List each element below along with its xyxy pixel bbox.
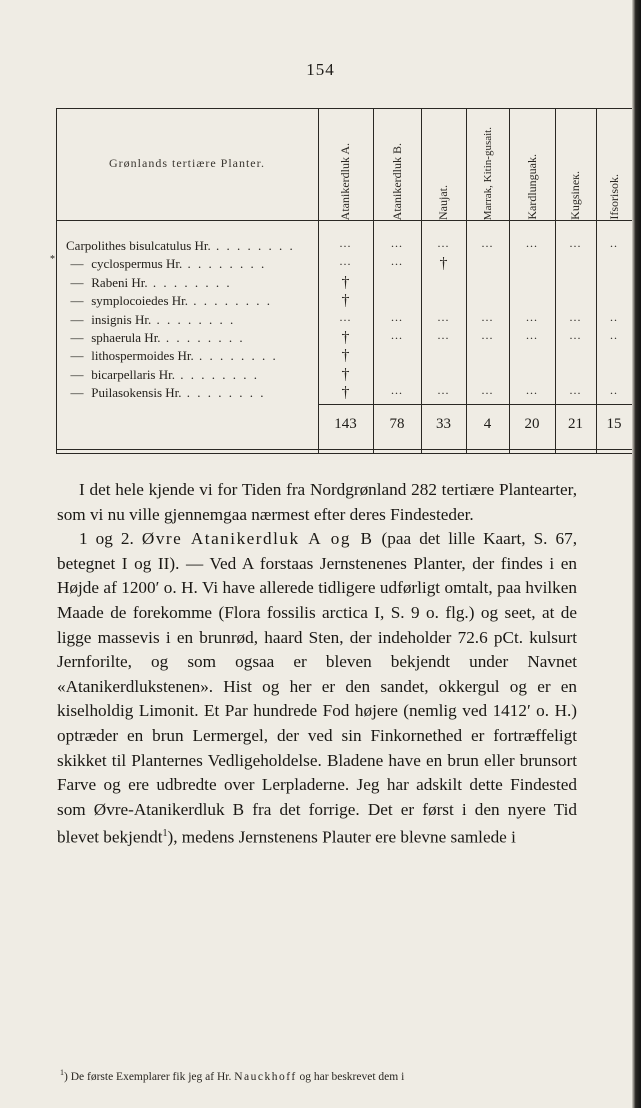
table-cell: .. (610, 383, 618, 398)
table-cell: ... (391, 309, 403, 324)
column-header: Naujat. (436, 185, 450, 220)
footnote-marker: 1 (60, 1068, 64, 1077)
body-text (57, 478, 577, 851)
table-row-label: Carpolithes bisulcatulus Hr. . . . . . . . . (66, 238, 295, 253)
column-header: Marrak, Kitin-gusait. (481, 126, 494, 220)
table-header-title: Grønlands tertiære Planter. (109, 156, 265, 170)
table-cell: ... (481, 309, 494, 324)
table-cell: ... (339, 309, 352, 324)
table-row-label: — cyclospermus Hr. . . . . . . . . (70, 256, 267, 272)
table-cell: † (341, 292, 350, 310)
table-total-cell: 143 (334, 416, 357, 432)
table-cell: ... (391, 236, 403, 250)
row-star-marker: * (50, 254, 55, 266)
table-row-label: — symplocoiedes Hr. . . . . . . . . (70, 293, 273, 309)
table-total-cell: 20 (524, 416, 540, 432)
table-cell: ... (481, 383, 494, 398)
table-cell: .. (610, 309, 618, 324)
footnote-text-end: og har beskrevet dem i (299, 1070, 405, 1083)
table-cell: † (341, 384, 350, 402)
table-cell: ... (569, 383, 582, 398)
table-cell: ... (339, 254, 352, 269)
table-row-label: — lithospermoides Hr. . . . . . . . . (70, 348, 278, 364)
table-bottom-rule-double (56, 453, 632, 454)
table-cell: .. (610, 328, 618, 342)
table-cell: ... (526, 309, 538, 324)
table-total-cell: 21 (568, 416, 583, 432)
paragraph-text: (paa det lille Kaart, S. 67, betegnet I og II). — Ved A forstaas Jernstenenes Planter, der findes i en Højde af 1200′ o. H. Vi have allerede tidligere udførligt omtalt, paa hvilken Maade de forekomme (Flora fossilis arctica I, S. 9 o. flg.) og seet, at de ligge massevis i en brunrød, haard Sten, der indeholder 72.6 pCt. kulsurt Jernforilte, og som ogsaa er bleven bekjendt under Navnet «Atanikerdlukstenen». Hist og her er den sandet, okkergul og er en kiselholdig Limonit. Et Par hundrede Fod højere (nemlig ved 1412′ o. H.) optræder en brun Lermergel, der ved sin Finkornethed er fortræffeligt skikket til Planternes Vedligeholdelse. Bladene have en brun eller brunsort Farve og ere udbredte over Lerpladerne. Jeg har adskilt dette Findested som Øvre-Atanikerdluk B fra det forrige. Det er først i den nyere Tid blevet bekjendt (57, 529, 578, 848)
footnote-ref: 1 (162, 828, 168, 840)
table-row-label: — bicarpellaris Hr. . . . . . . . . (70, 366, 259, 382)
table-cell: ... (569, 328, 582, 342)
page-number: 154 (306, 60, 335, 79)
paragraph-tail: ), medens Jernstenens Plauter ere blevne samlede i (167, 828, 516, 848)
paragraph (57, 527, 577, 850)
column-header: Kugsineк. (568, 171, 582, 220)
table-cell: ... (437, 309, 450, 324)
table-cell: † (341, 365, 350, 383)
plant-table (50, 98, 632, 458)
table-cell: † (439, 255, 448, 273)
table-cell: † (341, 329, 350, 346)
table-cell: ... (526, 328, 538, 342)
table-cell: ... (391, 254, 403, 269)
table-row-label: — insignis Hr. . . . . . . . . (70, 311, 236, 327)
book-spine-edge (632, 0, 641, 1108)
column-header: Kardlunguak. (524, 154, 539, 220)
section-number: 1 og 2. (79, 529, 134, 549)
table-cell: ... (437, 328, 450, 342)
locality-name: Øvre Atanikerdluk A og B (141, 529, 374, 549)
table-cell: ... (391, 328, 403, 342)
table-cell: .. (610, 236, 618, 250)
table-total-cell: 15 (606, 416, 622, 432)
column-header: Atanikerdluk B. (389, 142, 404, 220)
table-cell: † (341, 273, 350, 291)
footnote (60, 1068, 580, 1083)
table-cell: ... (437, 236, 450, 250)
table-cell: ... (391, 383, 403, 398)
table-cell: ... (437, 383, 450, 398)
table-cell: ... (481, 328, 494, 342)
table-cell: ... (569, 236, 582, 250)
table-bottom-rule (56, 449, 632, 450)
table-row-label: — sphaerula Hr. . . . . . . . . (70, 330, 245, 345)
column-header: Atanikerdluk A. (338, 142, 352, 220)
table-total-rule (318, 404, 632, 405)
table-total-cell: 4 (483, 416, 492, 432)
table-row-label: — Rabeni Hr. . . . . . . . . (70, 274, 232, 290)
paragraph: I det hele kjende vi for Tiden fra Nordgrønland 282 tertiære Plantearter, som vi nu ville gjennemgaa nærmest efter deres Findesteder. (57, 480, 577, 524)
footnote-text: ) De første Exemplarer fik jeg af Hr. (64, 1070, 232, 1083)
footnote-name: Nauckhoff (234, 1070, 297, 1083)
table-cell: ... (481, 236, 494, 250)
table-total-cell: 78 (389, 416, 405, 432)
table-total-cell: 33 (436, 416, 451, 432)
table-cell: ... (526, 383, 538, 398)
table-cell: † (341, 347, 350, 365)
table-row-label: — Puilasokensis Hr. . . . . . . . . (70, 385, 266, 401)
table-cell: ... (526, 236, 538, 250)
table-cell: ... (569, 309, 582, 324)
column-header: Ifsorisok. (606, 174, 621, 220)
table-cell: ... (339, 236, 352, 250)
